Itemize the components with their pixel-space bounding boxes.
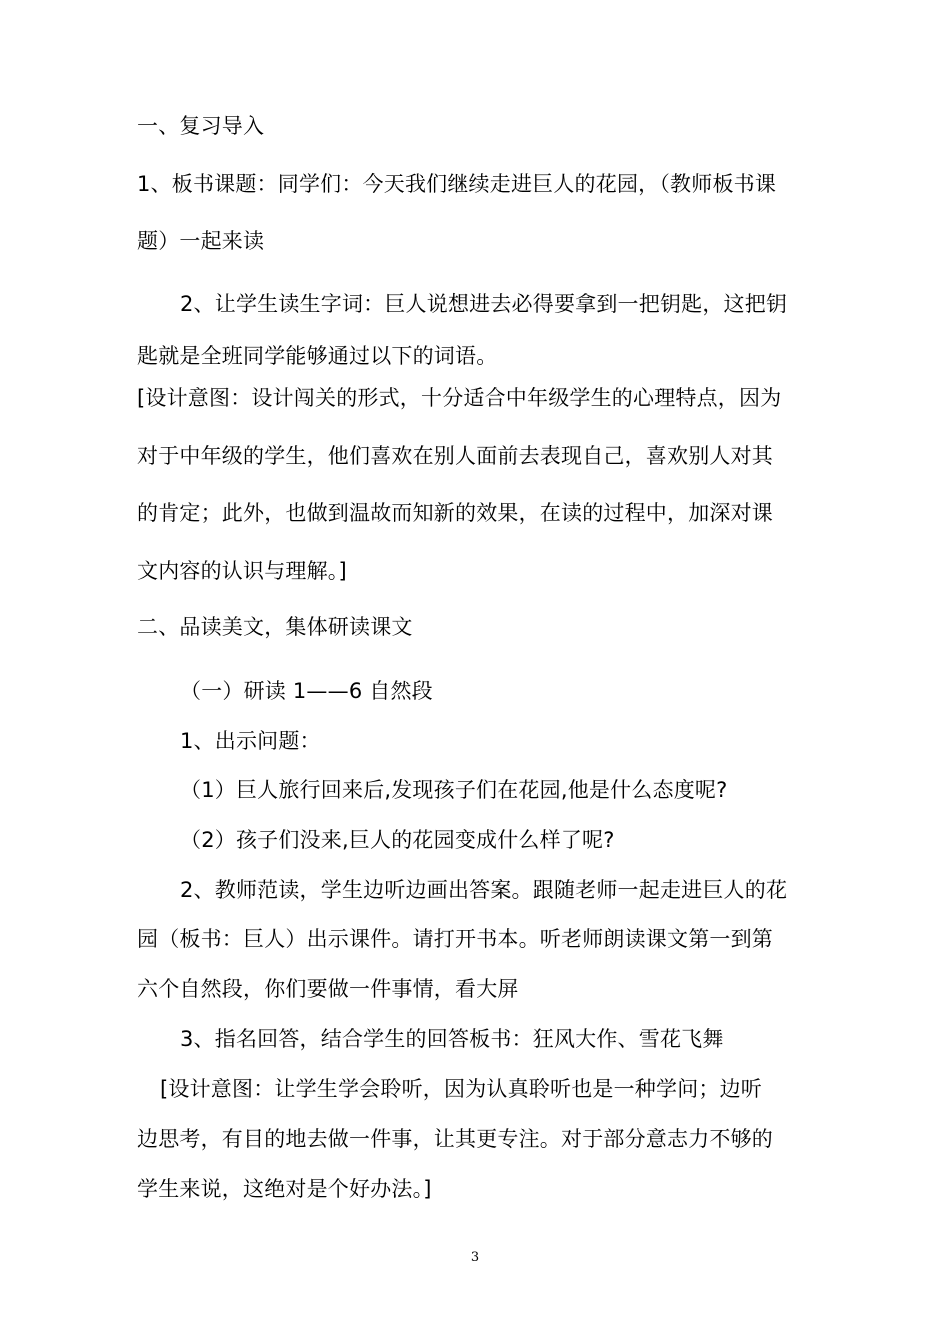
paragraph-line: 园（板书：巨人）出示课件。请打开书本。听老师朗读课文第一到第 (137, 927, 773, 951)
design-note-line: 边思考，有目的地去做一件事，让其更专注。对于部分意志力不够的 (137, 1127, 773, 1151)
design-note-line: [设计意图：让学生学会聆听，因为认真聆听也是一种学问；边听 (160, 1077, 762, 1101)
question-line: （2）孩子们没来,巨人的花园变成什么样了呢? (180, 828, 615, 852)
paragraph-line: 1、出示问题： (180, 729, 321, 753)
paragraph-line: 2、让学生读生字词：巨人说想进去必得要拿到一把钥匙，这把钥 (180, 292, 788, 316)
section-heading-reading: 二、品读美文，集体研读课文 (137, 615, 413, 639)
paragraph-line: 3、指名回答，结合学生的回答板书：狂风大作、雪花飞舞 (180, 1027, 724, 1051)
page-number: 3 (470, 1250, 480, 1265)
design-note-line: 学生来说，这绝对是个好办法。] (137, 1177, 432, 1201)
paragraph-line: 六个自然段，你们要做一件事情，看大屏 (137, 977, 519, 1001)
paragraph-line: 1、板书课题：同学们：今天我们继续走进巨人的花园，（教师板书课 (137, 172, 777, 196)
design-note-line: 文内容的认识与理解。] (137, 559, 347, 583)
paragraph-line: 匙就是全班同学能够通过以下的词语。 (137, 344, 498, 368)
design-note-line: 的肯定；此外，也做到温故而知新的效果，在读的过程中，加深对课 (137, 501, 773, 525)
paragraph-line: 2、教师范读，学生边听边画出答案。跟随老师一起走进巨人的花 (180, 878, 788, 902)
section-heading-review: 一、复习导入 (137, 114, 265, 138)
question-line: （1）巨人旅行回来后,发现孩子们在花园,他是什么态度呢? (180, 778, 728, 802)
design-note-line: 对于中年级的学生，他们喜欢在别人面前去表现自己，喜欢别人对其 (137, 444, 773, 468)
design-note-line: [设计意图：设计闯关的形式，十分适合中年级学生的心理特点，因为 (137, 386, 782, 410)
paragraph-line: 题）一起来读 (137, 229, 265, 253)
subsection-heading: （一）研读 1——6 自然段 (180, 679, 433, 703)
